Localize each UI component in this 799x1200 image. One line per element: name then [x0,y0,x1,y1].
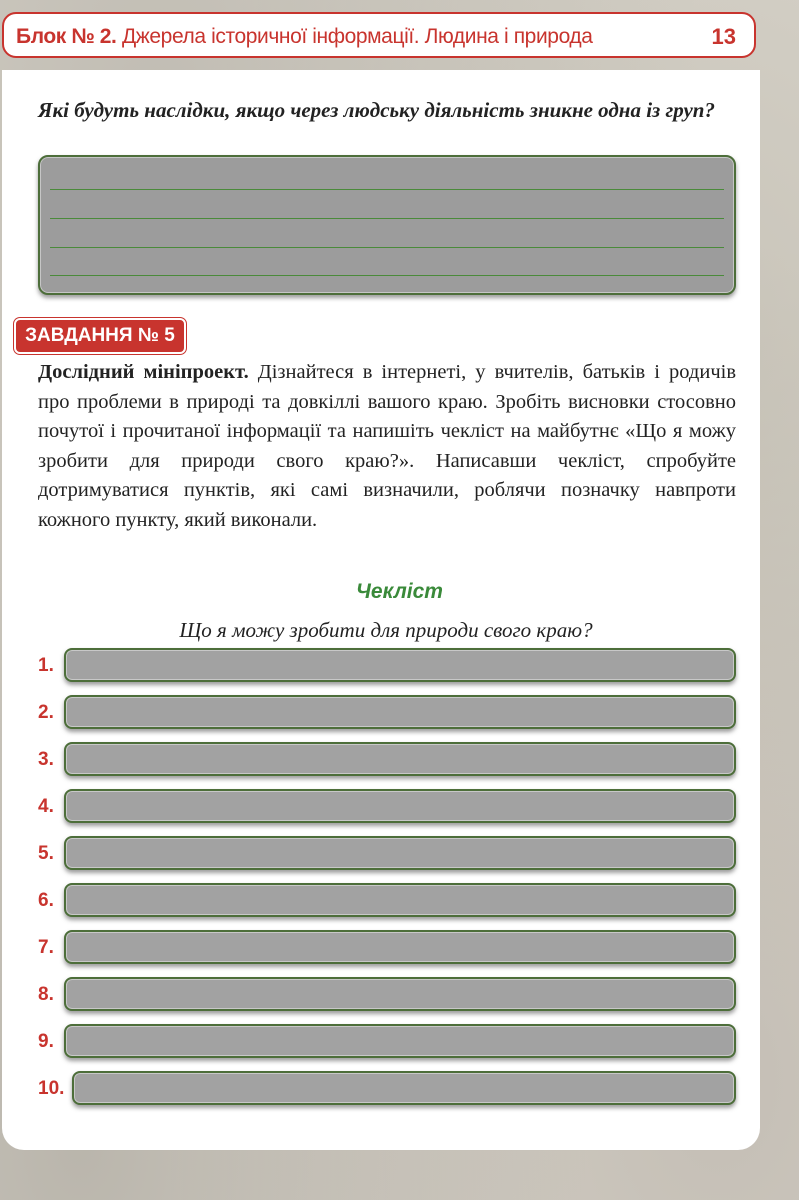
task-body: Дізнайтеся в інтернеті, у вчителів, батьків і родичів про проблеми в природі та довкіллі вашого краю. Зробіть висновки стосовно почутої і прочитаної інформації та напишіть чекліст на майбутнє «Що я можу зробити для природи свого краю?». Написавши чекліст, спробуйте дотримуватися пунктів, які самі визначили, роблячи позначку навпроти кожного пункту, який виконали. [38,361,737,531]
checklist-item-field[interactable] [64,930,736,964]
task-text [38,358,736,535]
answer-field[interactable] [38,155,736,295]
task-lead: Дослідний мініпроект. [38,361,249,383]
answer-line [50,218,724,219]
checklist-item-number: 6. [38,890,54,911]
checklist-item-number: 4. [38,796,54,817]
question-text: Які будуть наслідки, якщо через людську діяльність зникне одна із груп? [38,98,715,122]
checklist-subtitle: Що я можу зробити для природи свого краю? [179,618,593,642]
checklist-item-number: 1. [38,655,54,676]
checklist-item-number: 3. [38,749,54,770]
checklist-item-number: 10. [38,1078,65,1099]
checklist-item-number: 2. [38,702,54,723]
task-badge-label: ЗАВДАННЯ № 5 [25,325,175,346]
checklist-item-field[interactable] [64,836,736,870]
block-title: Джерела історичної інформації. Людина і природа [121,25,593,48]
page-header [2,12,756,58]
checklist-item-number: 7. [38,937,54,958]
checklist-item-field[interactable] [64,648,736,682]
header-title [16,25,593,49]
answer-line [50,275,724,276]
page-number: 13 [711,24,736,49]
checklist-item-field[interactable] [72,1071,736,1105]
checklist-item-number: 8. [38,984,54,1005]
checklist-title: Чекліст [356,580,443,603]
answer-line [50,189,724,190]
checklist-item-field[interactable] [64,695,736,729]
checklist-item-field[interactable] [64,742,736,776]
checklist-item-field[interactable] [64,977,736,1011]
checklist-item-number: 9. [38,1031,54,1052]
checklist-item-field[interactable] [64,789,736,823]
checklist-item-field[interactable] [64,1024,736,1058]
checklist-item-number: 5. [38,843,54,864]
checklist-item-field[interactable] [64,883,736,917]
answer-line [50,247,724,248]
block-label: Блок № 2. [16,25,117,48]
task-badge [14,318,186,354]
